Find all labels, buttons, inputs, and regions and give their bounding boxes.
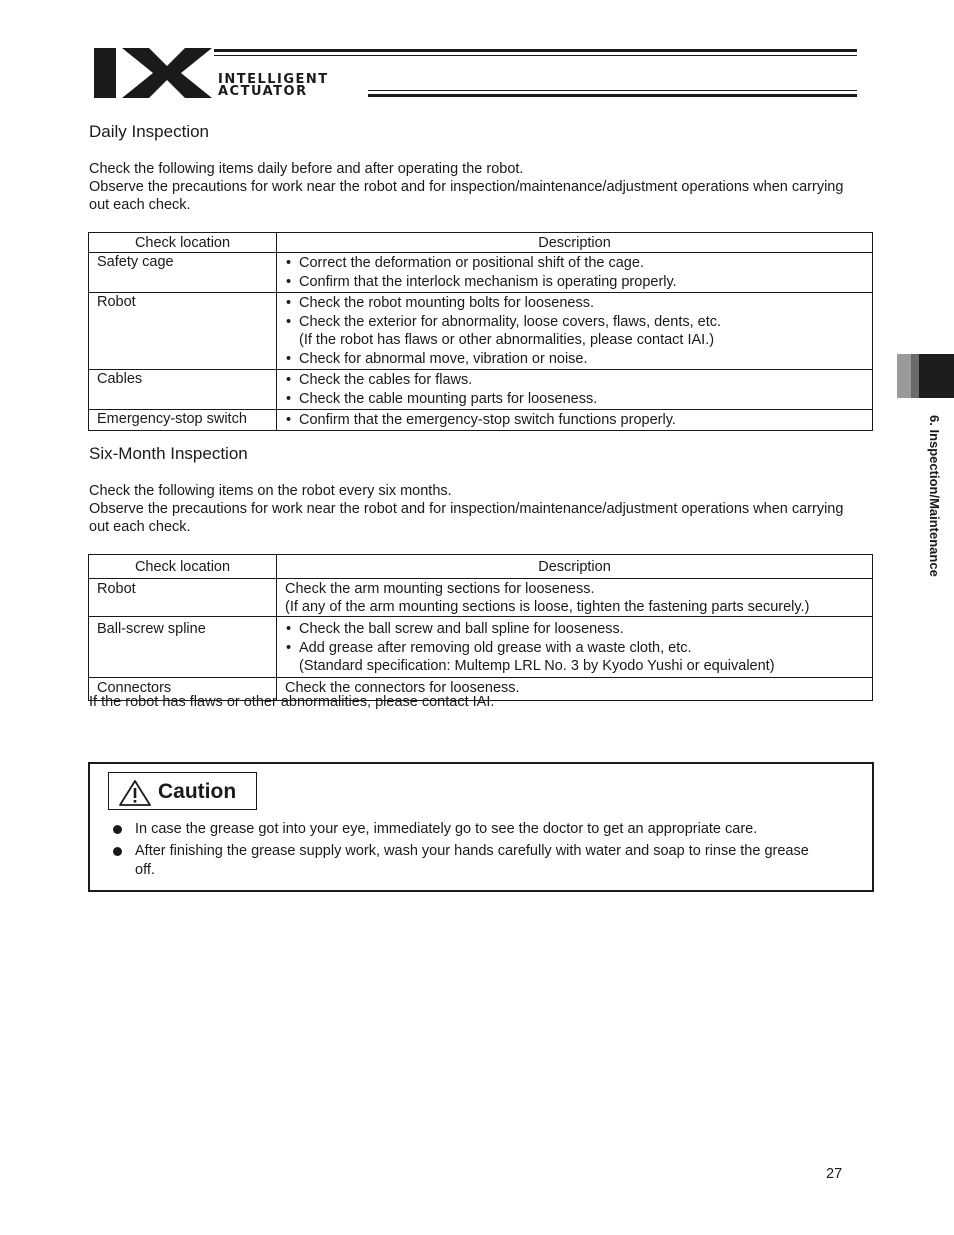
description-cell (277, 579, 873, 617)
table-row (89, 617, 873, 678)
caution-title-box (108, 772, 257, 810)
location-cell: Ball-screw spline (89, 617, 277, 678)
col-header-location: Check location (89, 233, 277, 253)
table-row (89, 410, 873, 431)
location-cell: Safety cage (89, 253, 277, 293)
location-cell: Connectors (89, 678, 277, 701)
logo-wordmark (218, 74, 329, 98)
table-row (89, 293, 873, 370)
daily-intro-line: Check the following items daily before and after operating the robot. (89, 161, 524, 177)
caution-item (110, 820, 830, 839)
side-tab-block (897, 354, 911, 398)
header-rule-bottom-thin (368, 90, 857, 91)
description-line: (If any of the arm mounting sections is loose, tighten the fastening parts securely.) (285, 599, 810, 615)
six-month-inspection-table (88, 554, 873, 701)
list-item: • Confirm that the emergency-stop switch functions properly. (285, 411, 864, 429)
caution-list (110, 820, 830, 883)
list-item (285, 313, 864, 349)
col-header-description: Description (277, 555, 873, 579)
description-cell (277, 617, 873, 678)
list-item-note: (If the robot has flaws or other abnormalities, please contact IAI.) (299, 332, 715, 348)
warning-triangle-icon (118, 779, 152, 807)
list-item-text: Add grease after removing old grease with a waste cloth, etc. (299, 640, 692, 656)
side-tab-block (911, 354, 919, 398)
description-cell (277, 410, 873, 431)
side-tab-label: 6. Inspection/Maintenance (927, 415, 942, 577)
list-item: • Check the cable mounting parts for looseness. (285, 390, 864, 408)
logo-line1: INTELLIGENT (218, 72, 329, 87)
location-cell: Cables (89, 370, 277, 410)
list-item: • Check the ball screw and ball spline for looseness. (285, 620, 864, 638)
description-cell (277, 253, 873, 293)
table-row (89, 579, 873, 617)
six-month-intro (89, 482, 859, 536)
list-item-text: Check the exterior for abnormality, loose covers, flaws, dents, etc. (299, 314, 722, 330)
table-header-row (89, 555, 873, 579)
six-month-intro-line: Observe the precautions for work near the robot and for inspection/maintenance/adjustment operations when carrying out each check. (89, 501, 844, 535)
list-item: • Check the cables for flaws. (285, 371, 864, 389)
daily-inspection-table (88, 232, 873, 431)
header-rule-bottom (368, 94, 857, 97)
ix-logo-mark (94, 48, 212, 98)
logo-line2: ACTUATOR (218, 84, 308, 99)
col-header-description: Description (277, 233, 873, 253)
table-header-row (89, 233, 873, 253)
page-number: 27 (826, 1166, 843, 1182)
caution-item-text: After finishing the grease supply work, wash your hands carefully with water and soap to rinse the grease off. (135, 843, 809, 878)
caution-item-text: In case the grease got into your eye, immediately go to see the doctor to get an appropriate care. (135, 821, 758, 837)
description-cell (277, 370, 873, 410)
six-month-heading: Six-Month Inspection (89, 444, 248, 463)
caution-box (88, 762, 874, 892)
list-item (285, 639, 864, 675)
bullet-icon (113, 825, 122, 834)
list-item: • Check the robot mounting bolts for looseness. (285, 294, 864, 312)
description-line: Check the connectors for looseness. (285, 680, 520, 696)
description-cell (277, 293, 873, 370)
list-item: • Check for abnormal move, vibration or noise. (285, 350, 864, 368)
table-row (89, 370, 873, 410)
header-rule-top-thin (214, 55, 857, 56)
col-header-location: Check location (89, 555, 277, 579)
list-item: • Confirm that the interlock mechanism is operating properly. (285, 273, 864, 291)
daily-intro (89, 160, 859, 214)
bullet-icon (113, 847, 122, 856)
list-item-note: (Standard specification: Multemp LRL No. 3 by Kyodo Yushi or equivalent) (299, 658, 775, 674)
daily-heading: Daily Inspection (89, 122, 210, 141)
list-item: • Correct the deformation or positional shift of the cage. (285, 254, 864, 272)
location-cell: Robot (89, 293, 277, 370)
six-month-intro-line: Check the following items on the robot every six months. (89, 483, 452, 499)
location-cell: Robot (89, 579, 277, 617)
header-rule-top (214, 49, 857, 52)
caution-item (110, 842, 830, 880)
side-tab-block (919, 354, 954, 398)
caution-title: Caution (158, 780, 237, 803)
description-line: Check the arm mounting sections for looseness. (285, 581, 595, 597)
location-cell: Emergency-stop switch (89, 410, 277, 431)
six-month-footnote: If the robot has flaws or other abnormalities, please contact IAI. (89, 694, 495, 710)
daily-intro-line: Observe the precautions for work near the robot and for inspection/maintenance/adjustment operations when carrying out each check. (89, 179, 844, 213)
table-row (89, 253, 873, 293)
